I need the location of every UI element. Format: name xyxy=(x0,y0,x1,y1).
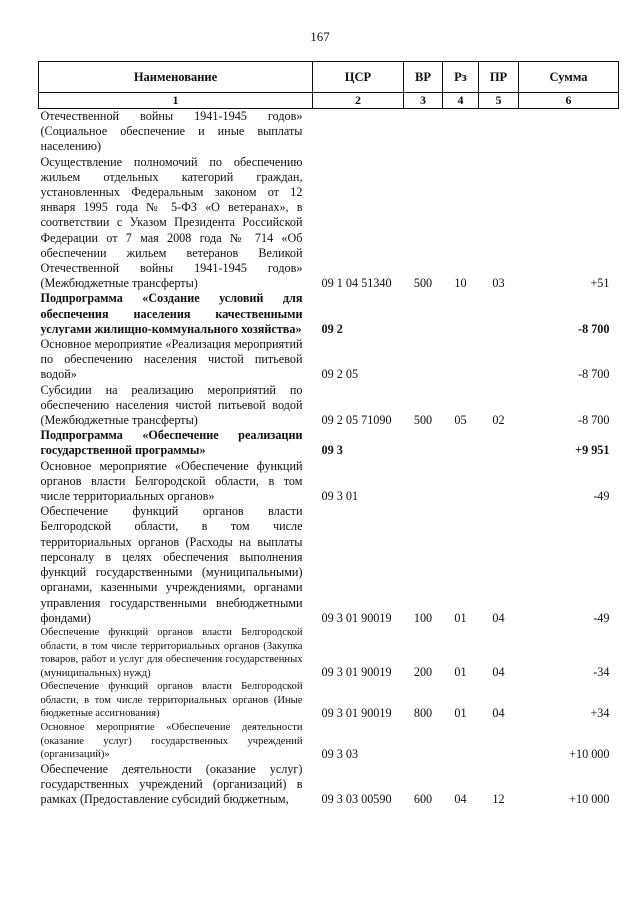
row-rz xyxy=(443,291,479,337)
header-number-rz: 4 xyxy=(443,93,479,109)
row-sum: +10 000 xyxy=(569,746,610,761)
row-name: Обеспечение функций органов власти Белгородской области, в том числе территориальных органов (Закупка товаров, работ и услуг для обеспечения государственных (муниципальных) нужд) xyxy=(40,626,303,679)
row-sum: -49 xyxy=(593,489,610,504)
header-sum: Сумма xyxy=(519,62,619,93)
row-vr xyxy=(404,428,443,458)
row-sum: +10 000 xyxy=(569,792,610,807)
row-sum: -8 700 xyxy=(578,321,610,336)
row-csr: 09 3 01 90019 xyxy=(321,665,392,680)
row-rz xyxy=(443,337,479,383)
row-pr: 04 xyxy=(492,665,505,680)
table-row xyxy=(39,721,619,762)
row-name: Подпрограмма «Создание условий для обеспечения населения качественными услугами жилищно-коммунального хозяйства» xyxy=(40,291,303,336)
header-csr: ЦСР xyxy=(313,62,404,93)
row-pr xyxy=(479,428,519,458)
table-row xyxy=(39,155,619,292)
row-name: Отечественной войны 1941-1945 годов» (Социальное обеспечение и иные выплаты населению) xyxy=(40,109,303,154)
row-name: Основное мероприятие «Обеспечение деятельности (оказание услуг) государственных учреждений (организаций)» xyxy=(40,722,303,761)
row-csr: 09 3 03 xyxy=(321,746,359,761)
table-row-subprogram xyxy=(39,428,619,458)
row-rz xyxy=(443,459,479,505)
row-name: Подпрограмма «Обеспечение реализации государственной программы» xyxy=(40,428,303,458)
table-row-subprogram xyxy=(39,291,619,337)
row-csr: 09 2 05 xyxy=(321,367,359,382)
row-vr xyxy=(404,459,443,505)
row-rz xyxy=(443,721,479,762)
row-name: Субсидии на реализацию мероприятий по обеспечению населения чистой питьевой водой (Межбюджетные трансферты) xyxy=(40,382,303,428)
row-csr: 09 2 05 71090 xyxy=(321,413,392,428)
table-row xyxy=(39,337,619,383)
table-row xyxy=(39,626,619,680)
table-row xyxy=(39,762,619,808)
header-number-row xyxy=(39,93,619,109)
row-sum: +51 xyxy=(590,276,610,291)
row-rz xyxy=(443,109,479,155)
row-sum: +34 xyxy=(590,705,610,720)
header-row xyxy=(39,62,619,93)
row-rz: 01 xyxy=(454,610,467,625)
row-vr xyxy=(404,337,443,383)
row-vr: 100 xyxy=(413,610,433,625)
row-sum: -8 700 xyxy=(578,413,610,428)
row-csr xyxy=(313,109,404,155)
table-header xyxy=(39,62,619,109)
row-vr: 500 xyxy=(413,276,433,291)
row-name: Основное мероприятие «Обеспечение функций органов власти Белгородской области, в том числе территориальных органов» xyxy=(40,458,303,504)
header-name: Наименование xyxy=(39,62,313,93)
row-sum: -8 700 xyxy=(578,367,610,382)
page-number: 167 xyxy=(310,29,330,44)
row-sum xyxy=(519,109,619,155)
table-body xyxy=(39,109,619,808)
table-row xyxy=(39,504,619,626)
header-number-csr: 2 xyxy=(313,93,404,109)
row-vr: 600 xyxy=(413,792,433,807)
row-name: Осуществление полномочий по обеспечению жильем отдельных категорий граждан, установленных Федеральным законом от 12 января 1995 года № 5-ФЗ «О ветеранах», в соответствии с Указом Президента Российской Федерации от 7 мая 2008 года № 714 «Об обеспечении жильем ветеранов Великой Отечественной войны 1941-1945 годов» (Межбюджетные трансферты) xyxy=(40,154,303,291)
row-sum: -49 xyxy=(593,610,610,625)
row-rz: 05 xyxy=(454,413,467,428)
row-vr: 800 xyxy=(413,705,433,720)
row-vr xyxy=(404,721,443,762)
row-sum: +9 951 xyxy=(575,443,610,458)
row-name: Обеспечение функций органов власти Белгородской области, в том числе территориальных органов (Расходы на выплаты персоналу в целях обеспечения выполнения функций государственными (муниципальными) органами, казенными учреждениями, органами управления государственными внебюджетными фондами) xyxy=(40,504,303,625)
row-rz xyxy=(443,428,479,458)
row-csr: 09 3 01 90019 xyxy=(321,610,392,625)
row-vr xyxy=(404,109,443,155)
row-csr: 09 1 04 51340 xyxy=(321,276,392,291)
row-pr: 04 xyxy=(492,610,505,625)
row-vr: 200 xyxy=(413,665,433,680)
table-row xyxy=(39,383,619,429)
row-csr: 09 2 xyxy=(321,321,343,336)
row-pr: 04 xyxy=(492,705,505,720)
row-name: Обеспечение функций органов власти Белгородской области, в том числе территориальных органов (Иные бюджетные ассигнования) xyxy=(40,681,303,720)
table-row xyxy=(39,459,619,505)
row-pr xyxy=(479,721,519,762)
row-pr xyxy=(479,109,519,155)
row-vr xyxy=(404,291,443,337)
header-number-name: 1 xyxy=(39,93,313,109)
row-pr xyxy=(479,291,519,337)
header-vr: ВР xyxy=(404,62,443,93)
table-row xyxy=(39,109,619,155)
row-csr: 09 3 xyxy=(321,443,343,458)
row-rz: 01 xyxy=(454,705,467,720)
row-pr: 03 xyxy=(492,276,505,291)
row-rz: 10 xyxy=(454,276,467,291)
row-vr: 500 xyxy=(413,413,433,428)
row-pr: 02 xyxy=(492,413,505,428)
row-csr: 09 3 01 90019 xyxy=(321,705,392,720)
row-csr: 09 3 03 00590 xyxy=(321,792,392,807)
table-row xyxy=(39,680,619,721)
row-pr xyxy=(479,337,519,383)
row-rz: 01 xyxy=(454,665,467,680)
row-rz: 04 xyxy=(454,792,467,807)
header-number-sum: 6 xyxy=(519,93,619,109)
row-csr: 09 3 01 xyxy=(321,489,359,504)
row-pr xyxy=(479,459,519,505)
header-rz: Рз xyxy=(443,62,479,93)
row-pr: 12 xyxy=(492,792,505,807)
row-name: Основное мероприятие «Реализация мероприятий по обеспечению населения чистой питьевой водой» xyxy=(40,337,303,382)
header-number-vr: 3 xyxy=(404,93,443,109)
header-pr: ПР xyxy=(479,62,519,93)
budget-table xyxy=(38,61,619,807)
header-number-pr: 5 xyxy=(479,93,519,109)
row-name: Обеспечение деятельности (оказание услуг) государственных учреждений (организаций) в рамках (Предоставление субсидий бюджетным, xyxy=(40,761,303,807)
row-sum: -34 xyxy=(593,665,610,680)
